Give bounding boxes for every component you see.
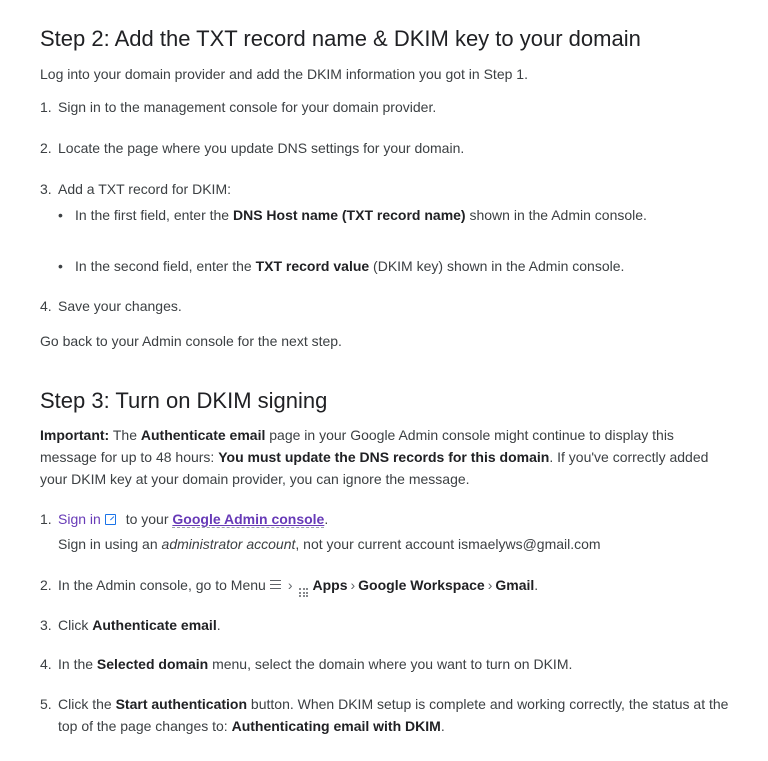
bullet-text: (DKIM key) shown in the Admin console. xyxy=(369,258,625,274)
item-number: 2. xyxy=(40,577,52,593)
sign-in-note xyxy=(40,533,740,555)
item-text: Click the xyxy=(58,696,116,712)
hamburger-menu-icon xyxy=(270,580,281,589)
note-text: . If you've correctly added your DKIM key at your domain provider, you can ignore the message. xyxy=(40,449,709,487)
step3-item-4 xyxy=(40,653,740,675)
item-bold: Authenticating email with DKIM xyxy=(231,718,441,734)
item-text: . xyxy=(324,511,329,527)
sign-in-link[interactable]: Sign in xyxy=(58,511,101,527)
chevron-right-icon: › xyxy=(350,577,356,593)
important-note xyxy=(40,424,730,490)
item-text: Sign in to the management console for your domain provider. xyxy=(58,99,437,115)
item-number: 3. xyxy=(40,617,52,633)
item-number: 4. xyxy=(40,298,52,314)
step2-item-1 xyxy=(40,96,740,118)
note-text: page in your Google Admin console might continue to display this message for up to 48 hours: xyxy=(40,427,674,465)
step2-heading: Step 2: Add the TXT record name & DKIM key to your domain xyxy=(40,26,641,51)
step3-item-1 xyxy=(40,508,740,555)
item-bold: Start authentication xyxy=(115,696,248,712)
step2-outro: Go back to your Admin console for the next step. xyxy=(40,333,342,349)
item-text: . xyxy=(216,617,221,633)
item-bold: Selected domain xyxy=(96,656,209,672)
item-text: . xyxy=(534,577,539,593)
item-text: . xyxy=(440,718,445,734)
note-bold: Authenticate email xyxy=(140,427,266,443)
item-text: In the xyxy=(58,656,97,672)
item-text: In the Admin console, go to Menu xyxy=(58,577,266,593)
note-text: , not your current account ismaelyws@gmail.com xyxy=(295,536,601,552)
external-link-icon[interactable] xyxy=(105,514,116,525)
item-number: 4. xyxy=(40,656,52,672)
step3-item-3 xyxy=(40,614,740,636)
nav-google-workspace: Google Workspace xyxy=(358,577,485,593)
important-label: Important: xyxy=(40,427,110,443)
item-text: Locate the page where you update DNS settings for your domain. xyxy=(58,140,465,156)
item-text: Add a TXT record for DKIM: xyxy=(58,181,231,197)
step2-item-3 xyxy=(40,178,740,200)
nav-gmail: Gmail xyxy=(495,577,535,593)
item-text: Click xyxy=(58,617,93,633)
step2-bullet-2 xyxy=(58,255,718,277)
step3-heading: Step 3: Turn on DKIM signing xyxy=(40,388,328,413)
item-text: to your xyxy=(121,511,173,527)
note-text: Sign in using an xyxy=(58,536,162,552)
step2-intro: Log into your domain provider and add the DKIM information you got in Step 1. xyxy=(40,66,528,82)
step2-item-4 xyxy=(40,295,740,317)
bullet-text: In the second field, enter the xyxy=(75,258,256,274)
item-text: menu, select the domain where you want to turn on DKIM. xyxy=(208,656,573,672)
bullet-bold: DNS Host name (TXT record name) xyxy=(232,207,466,223)
note-bold: You must update the DNS records for this domain xyxy=(218,449,550,465)
google-admin-console-link[interactable]: Google Admin console xyxy=(172,511,325,527)
item-number: 1. xyxy=(40,99,52,115)
bullet-dot-icon: • xyxy=(58,258,63,274)
bullet-text: In the first field, enter the xyxy=(75,207,233,223)
step3-item-5 xyxy=(40,693,730,737)
note-text: The xyxy=(109,427,141,443)
item-number: 5. xyxy=(40,696,52,712)
item-text: button. When DKIM setup is complete and working correctly, the status at the top of the page changes to: xyxy=(58,696,729,734)
item-text: Save your changes. xyxy=(58,298,182,314)
chevron-right-icon: › xyxy=(287,577,293,593)
item-number: 2. xyxy=(40,140,52,156)
apps-grid-icon xyxy=(299,588,308,597)
bullet-dot-icon: • xyxy=(58,207,63,223)
bullet-text: shown in the Admin console. xyxy=(465,207,647,223)
bullet-bold: TXT record value xyxy=(255,258,370,274)
step2-item-2 xyxy=(40,137,740,159)
note-italic: administrator account xyxy=(161,536,296,552)
chevron-right-icon: › xyxy=(487,577,493,593)
item-number: 3. xyxy=(40,181,52,197)
item-bold: Authenticate email xyxy=(92,617,217,633)
step2-bullet-1 xyxy=(58,204,718,226)
nav-apps: Apps xyxy=(312,577,348,593)
step3-item-2 xyxy=(40,574,740,597)
item-number: 1. xyxy=(40,511,52,527)
